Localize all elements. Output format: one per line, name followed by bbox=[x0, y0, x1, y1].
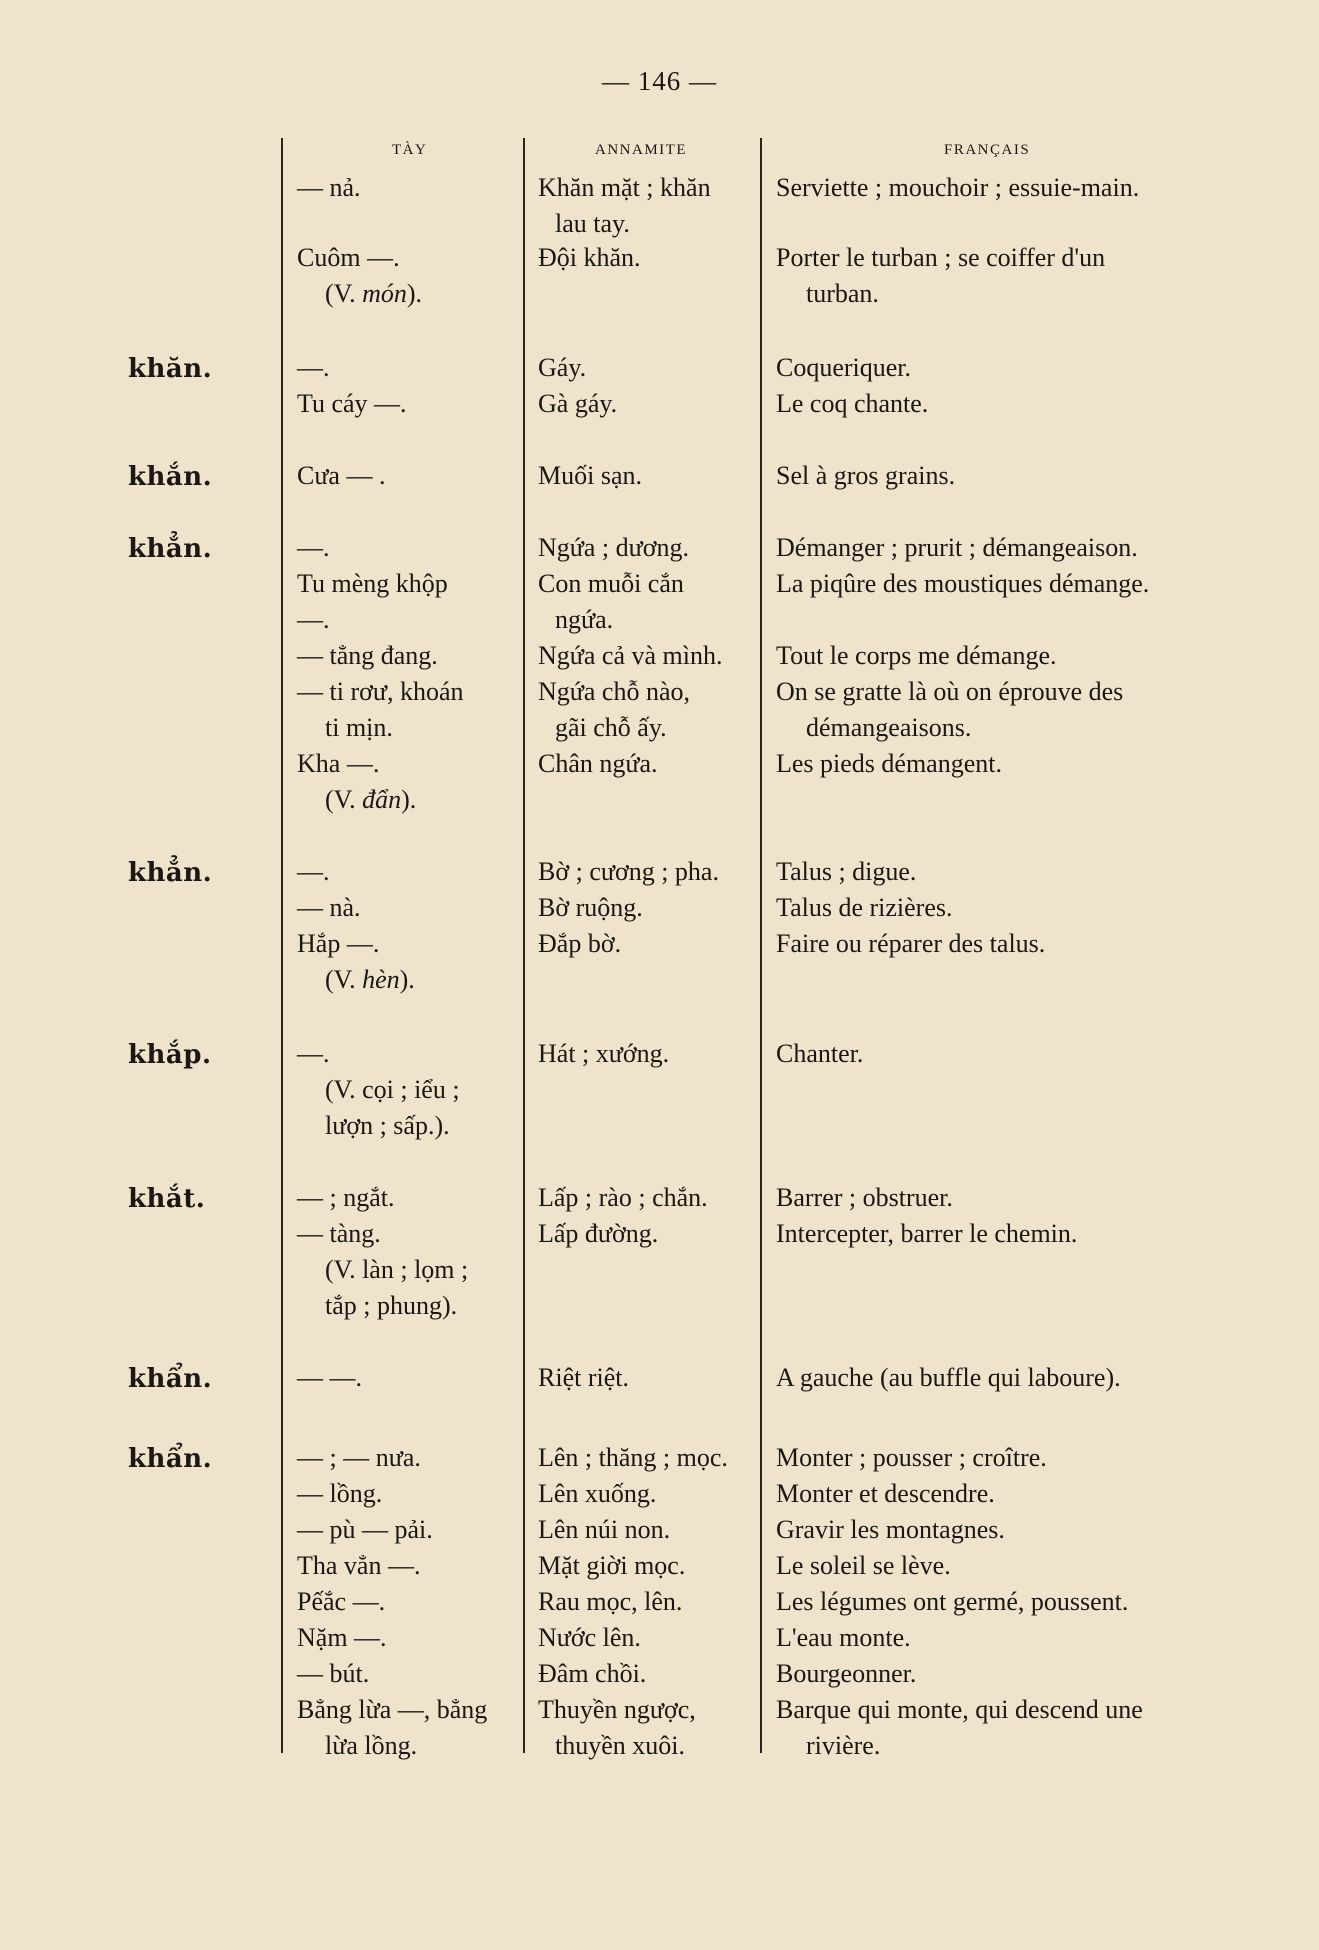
entry-headword: khắt. bbox=[128, 1184, 206, 1214]
tay-text: — bút. bbox=[297, 1659, 370, 1688]
tay-text: (V. hèn). bbox=[325, 965, 415, 994]
column-rule-left bbox=[281, 138, 283, 1753]
tay-text: — tàng. bbox=[297, 1219, 381, 1248]
entry-headword: khăn. bbox=[128, 354, 213, 384]
tay-text: Pếắc —. bbox=[297, 1587, 386, 1616]
entry-headword: khẩn. bbox=[128, 1364, 213, 1394]
tay-text: Bẳng lừa —, bẳng bbox=[297, 1695, 488, 1724]
francais-text: Coqueriquer. bbox=[776, 353, 912, 382]
francais-text: L'eau monte. bbox=[776, 1623, 911, 1652]
tay-text: (V. làn ; lọm ; bbox=[325, 1255, 469, 1284]
tay-text: Cưa — . bbox=[297, 461, 386, 490]
annamite-text: gãi chỗ ấy. bbox=[555, 713, 667, 742]
annamite-text: Riệt riệt. bbox=[538, 1363, 629, 1392]
annamite-text: Ngứa cả và mình. bbox=[538, 641, 723, 670]
column-header-tay: TÀY bbox=[392, 142, 428, 158]
francais-text: Monter ; pousser ; croître. bbox=[776, 1443, 1047, 1472]
annamite-text: lau tay. bbox=[555, 209, 630, 238]
annamite-text: Khăn mặt ; khăn bbox=[538, 173, 711, 202]
column-header-annamite: ANNAMITE bbox=[595, 142, 687, 158]
annamite-text: Mặt giời mọc. bbox=[538, 1551, 686, 1580]
francais-text: turban. bbox=[806, 279, 879, 308]
annamite-text: Lên ; thăng ; mọc. bbox=[538, 1443, 728, 1472]
francais-text: Barque qui monte, qui descend une bbox=[776, 1695, 1143, 1724]
tay-text: tắp ; phung). bbox=[325, 1291, 458, 1320]
entry-headword: khắp. bbox=[128, 1040, 212, 1070]
annamite-text: Gà gáy. bbox=[538, 389, 618, 418]
francais-text: Bourgeonner. bbox=[776, 1659, 917, 1688]
annamite-text: Ngứa chỗ nào, bbox=[538, 677, 690, 706]
francais-text: Tout le corps me démange. bbox=[776, 641, 1057, 670]
francais-text: Intercepter, barrer le chemin. bbox=[776, 1219, 1078, 1248]
francais-text: Le coq chante. bbox=[776, 389, 929, 418]
tay-text: Tha vẳn —. bbox=[297, 1551, 421, 1580]
francais-text: Le soleil se lève. bbox=[776, 1551, 951, 1580]
annamite-text: Gáy. bbox=[538, 353, 587, 382]
tay-text: — tẳng đang. bbox=[297, 641, 438, 670]
entry-headword: khẳn. bbox=[128, 534, 213, 564]
annamite-text: Bờ ruộng. bbox=[538, 893, 643, 922]
francais-text: rivière. bbox=[806, 1731, 881, 1760]
francais-text: Serviette ; mouchoir ; essuie-main. bbox=[776, 173, 1140, 202]
francais-text: Monter et descendre. bbox=[776, 1479, 995, 1508]
annamite-text: ngứa. bbox=[555, 605, 614, 634]
francais-text: A gauche (au buffle qui laboure). bbox=[776, 1363, 1121, 1392]
francais-text: La piqûre des moustiques démange. bbox=[776, 569, 1150, 598]
tay-text: Tu cáy —. bbox=[297, 389, 407, 418]
annamite-text: Thuyền ngược, bbox=[538, 1695, 696, 1724]
tay-text: — ; ngắt. bbox=[297, 1183, 395, 1212]
francais-text: Talus de rizières. bbox=[776, 893, 953, 922]
annamite-text: Muối sạn. bbox=[538, 461, 642, 490]
annamite-text: Đâm chồi. bbox=[538, 1659, 647, 1688]
annamite-text: Chân ngứa. bbox=[538, 749, 658, 778]
annamite-text: Lấp đường. bbox=[538, 1219, 659, 1248]
tay-text: —. bbox=[297, 605, 330, 634]
tay-text: —. bbox=[297, 353, 330, 382]
francais-text: Faire ou réparer des talus. bbox=[776, 929, 1046, 958]
annamite-text: Bờ ; cương ; pha. bbox=[538, 857, 719, 886]
annamite-text: thuyền xuôi. bbox=[555, 1731, 685, 1760]
annamite-text: Lên xuống. bbox=[538, 1479, 657, 1508]
francais-text: Démanger ; prurit ; démangeaison. bbox=[776, 533, 1138, 562]
tay-text: Cuôm —. bbox=[297, 243, 400, 272]
francais-text: démangeaisons. bbox=[806, 713, 972, 742]
entry-headword: khẳn. bbox=[128, 858, 213, 888]
francais-text: Les pieds démangent. bbox=[776, 749, 1002, 778]
tay-text: — ti rơư, khoán bbox=[297, 677, 464, 706]
column-rule-right bbox=[760, 138, 762, 1753]
tay-text: —. bbox=[297, 857, 330, 886]
tay-text: Hắp —. bbox=[297, 929, 380, 958]
column-header-francais: FRANÇAIS bbox=[944, 142, 1031, 158]
tay-text: —. bbox=[297, 533, 330, 562]
tay-text: ti mịn. bbox=[325, 713, 393, 742]
annamite-text: Con muỗi cắn bbox=[538, 569, 684, 598]
annamite-text: Đắp bờ. bbox=[538, 929, 622, 958]
entry-headword: khẩn. bbox=[128, 1444, 213, 1474]
tay-text: — —. bbox=[297, 1363, 362, 1392]
tay-text: — lồng. bbox=[297, 1479, 383, 1508]
annamite-text: Lên núi non. bbox=[538, 1515, 671, 1544]
tay-text: Kha —. bbox=[297, 749, 380, 778]
francais-text: On se gratte là où on éprouve des bbox=[776, 677, 1124, 706]
tay-text: lượn ; sấp.). bbox=[325, 1111, 450, 1140]
francais-text: Sel à gros grains. bbox=[776, 461, 956, 490]
tay-text: Nặm —. bbox=[297, 1623, 387, 1652]
tay-text: (V. đẩn). bbox=[325, 785, 417, 814]
francais-text: Les légumes ont germé, poussent. bbox=[776, 1587, 1129, 1616]
annamite-text: Lấp ; rào ; chắn. bbox=[538, 1183, 708, 1212]
page-number: — 146 — bbox=[602, 66, 717, 96]
tay-text: —. bbox=[297, 1039, 330, 1068]
column-rule-middle bbox=[523, 138, 525, 1753]
francais-text: Porter le turban ; se coiffer d'un bbox=[776, 243, 1106, 272]
francais-text: Talus ; digue. bbox=[776, 857, 917, 886]
tay-text: Tu mèng khộp bbox=[297, 569, 448, 598]
annamite-text: Nước lên. bbox=[538, 1623, 641, 1652]
tay-text: lừa lồng. bbox=[325, 1731, 418, 1760]
tay-text: (V. cọi ; iểu ; bbox=[325, 1075, 460, 1104]
tay-text: — nả. bbox=[297, 173, 361, 202]
annamite-text: Đội khăn. bbox=[538, 243, 641, 272]
francais-text: Chanter. bbox=[776, 1039, 864, 1068]
tay-text: — nà. bbox=[297, 893, 361, 922]
annamite-text: Rau mọc, lên. bbox=[538, 1587, 683, 1616]
annamite-text: Hát ; xướng. bbox=[538, 1039, 670, 1068]
tay-text: (V. món). bbox=[325, 279, 423, 308]
francais-text: Barrer ; obstruer. bbox=[776, 1183, 953, 1212]
tay-text: — pù — pải. bbox=[297, 1515, 433, 1544]
annamite-text: Ngứa ; dương. bbox=[538, 533, 689, 562]
tay-text: — ; — nưa. bbox=[297, 1443, 421, 1472]
entry-headword: khắn. bbox=[128, 462, 213, 492]
francais-text: Gravir les montagnes. bbox=[776, 1515, 1005, 1544]
